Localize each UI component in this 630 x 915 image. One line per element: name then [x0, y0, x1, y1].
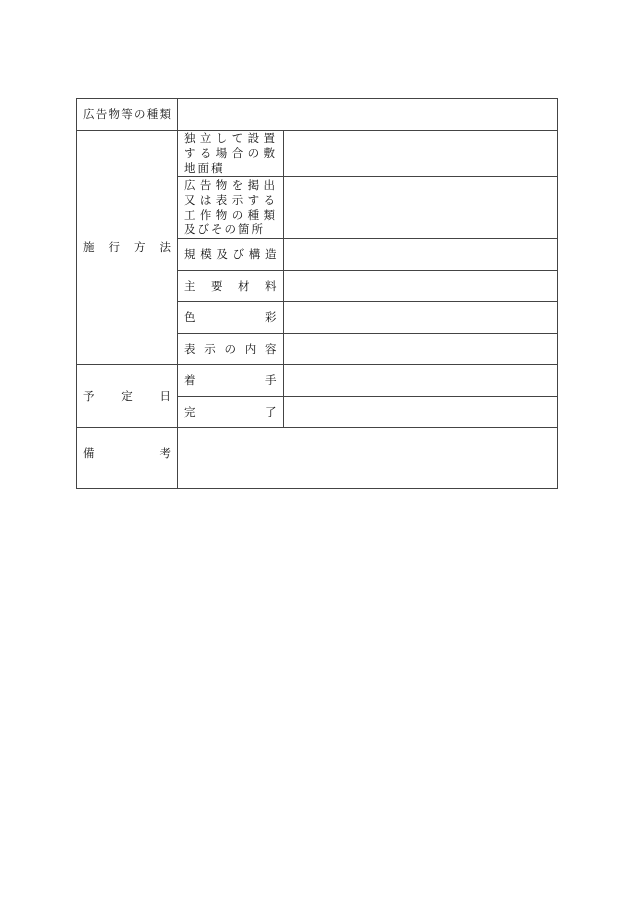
row-remarks — [77, 428, 558, 489]
finish-value[interactable] — [284, 397, 558, 428]
row-site-area — [77, 131, 558, 177]
method-label: 施 行 方 法 — [77, 131, 178, 365]
scale-label: 規 模 及 び 構 造 — [178, 239, 284, 271]
material-label: 主 要 材 料 — [178, 271, 284, 302]
site-area-label: 独立して設置する場合の敷地面積 — [178, 131, 284, 177]
application-form-table — [76, 98, 558, 489]
remarks-label: 備 考 — [77, 428, 178, 489]
scale-value[interactable] — [284, 239, 558, 271]
content-label: 表 示 の 内 容 — [178, 334, 284, 365]
remarks-value[interactable] — [178, 428, 558, 489]
ad-kind-value[interactable] — [178, 99, 558, 131]
content-value[interactable] — [284, 334, 558, 365]
schedule-label: 予 定 日 — [77, 365, 178, 428]
structure-kind-value[interactable] — [284, 177, 558, 239]
start-label: 着 手 — [178, 365, 284, 397]
row-start — [77, 365, 558, 397]
color-label: 色 彩 — [178, 302, 284, 334]
material-value[interactable] — [284, 271, 558, 302]
finish-label: 完 了 — [178, 397, 284, 428]
row-ad-kind — [77, 99, 558, 131]
site-area-value[interactable] — [284, 131, 558, 177]
ad-kind-label: 広告物等の種類 — [77, 99, 178, 131]
start-value[interactable] — [284, 365, 558, 397]
color-value[interactable] — [284, 302, 558, 334]
structure-kind-label: 広告物を掲出又は表示する工作物の種類及びその箇所 — [178, 177, 284, 239]
